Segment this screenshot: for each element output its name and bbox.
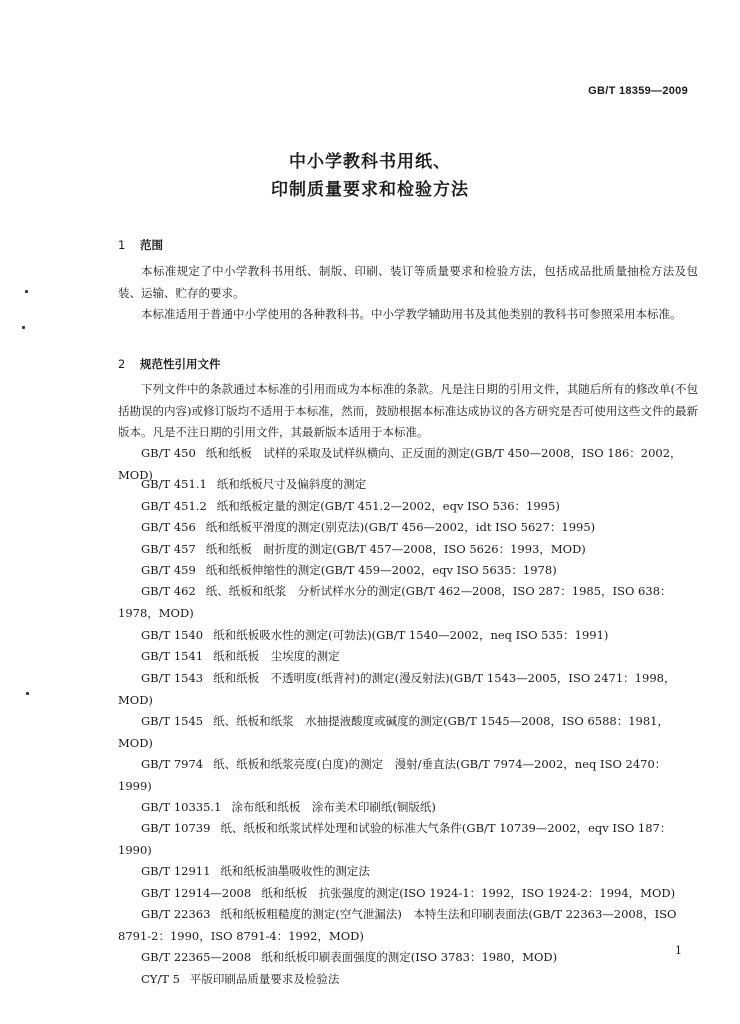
section-title: 范围	[140, 238, 164, 252]
reference-item	[118, 969, 698, 991]
reference-code: GB/T 22365—2008	[141, 950, 252, 964]
reference-item	[118, 947, 698, 969]
reference-code: GB/T 7974	[141, 757, 204, 771]
reference-title: 纸、纸板和纸浆试样处理和试验的标准大气条件(GB/T 10739—2002，eqv ISO 187：1990)	[118, 821, 672, 857]
reference-item	[118, 711, 698, 754]
reference-item	[118, 883, 698, 905]
reference-item	[118, 797, 698, 819]
reference-title: 纸和纸板粗糙度的测定(空气泄漏法) 本特生法和印刷表面法(GB/T 22363—2008，ISO 8791-2：1990，ISO 8791-4：1992，MOD)	[118, 907, 677, 943]
reference-title: 纸和纸板平滑度的测定(别克法)(GB/T 456—2002，idt ISO 5627：1995)	[205, 520, 596, 534]
reference-code: GB/T 451.1	[141, 477, 207, 491]
scope-paragraph: 本标准规定了中小学教科书用纸、制版、印刷、装订等质量要求和检验方法，包括成品批质量抽检方法及包装、运输、贮存的要求。	[118, 264, 698, 300]
reference-item	[118, 560, 698, 582]
section-title: 规范性引用文件	[140, 357, 221, 371]
section-number: 2	[118, 357, 126, 371]
reference-title: 纸和纸板油墨吸收性的测定法	[220, 864, 370, 878]
reference-code: GB/T 457	[141, 542, 196, 556]
reference-code: GB/T 1540	[141, 628, 204, 642]
reference-code: GB/T 1541	[141, 649, 204, 663]
reference-title: 纸和纸板伸缩性的测定(GB/T 459—2002，eqv ISO 5635：1978)	[205, 563, 557, 577]
reference-item	[118, 496, 698, 518]
scan-speck	[26, 692, 29, 695]
reference-code: GB/T 459	[141, 563, 196, 577]
reference-title: 涂布纸和纸板 涂布美术印刷纸(铜版纸)	[231, 800, 436, 814]
section-number: 1	[118, 238, 126, 252]
reference-code: GB/T 462	[141, 584, 196, 598]
scan-speck	[22, 326, 25, 329]
reference-title: 纸和纸板尺寸及偏斜度的测定	[216, 477, 367, 491]
reference-title: 纸和纸板印刷表面强度的测定(ISO 3783：1980，MOD)	[261, 950, 558, 964]
reference-item	[118, 581, 698, 624]
reference-code: GB/T 451.2	[141, 499, 207, 513]
page-number: 1	[675, 944, 682, 957]
document-title-line-2: 印制质量要求和检验方法	[271, 180, 469, 200]
reference-title: 纸和纸板 耐折度的测定(GB/T 457—2008，ISO 5626：1993，MOD)	[205, 542, 586, 556]
reference-code: GB/T 1543	[141, 671, 204, 685]
reference-item	[118, 754, 698, 797]
reference-title: 纸、纸板和纸浆亮度(白度)的测定 漫射/垂直法(GB/T 7974—2002，neq ISO 2470：1999)	[118, 757, 667, 793]
reference-title: 纸和纸板吸水性的测定(可勃法)(GB/T 1540—2002，neq ISO 535：1991)	[213, 628, 609, 642]
scan-speck	[25, 290, 28, 293]
section-heading-normative-references	[118, 356, 221, 372]
reference-item	[118, 625, 698, 647]
reference-code: CY/T 5	[141, 972, 180, 986]
reference-code: GB/T 10739	[141, 821, 211, 835]
reference-title: 纸和纸板定量的测定(GB/T 451.2—2002，eqv ISO 536：1995)	[216, 499, 560, 513]
reference-title: 纸和纸板 不透明度(纸背衬)的测定(漫反射法)(GB/T 1543—2005，ISO 2471：1998，MOD)	[118, 671, 676, 707]
reference-title: 纸和纸板 抗张强度的测定(ISO 1924-1：1992，ISO 1924-2：1994，MOD)	[261, 886, 676, 900]
scope-paragraph: 本标准适用于普通中小学使用的各种教科书。中小学教学辅助用书及其他类别的教科书可参照采用本标准。	[141, 307, 682, 321]
reference-item	[118, 668, 698, 711]
reference-title: 纸、纸板和纸浆 分析试样水分的测定(GB/T 462—2008，ISO 287：1985，ISO 638：1978，MOD)	[118, 584, 672, 620]
reference-title: 纸、纸板和纸浆 水抽提液酸度或碱度的测定(GB/T 1545—2008，ISO 6588：1981，MOD)	[118, 714, 670, 750]
reference-code: GB/T 1545	[141, 714, 204, 728]
reference-title: 纸和纸板 尘埃度的测定	[213, 649, 340, 663]
reference-item	[118, 646, 698, 668]
reference-item	[118, 474, 698, 496]
reference-item	[118, 861, 698, 883]
standard-number: GB/T 18359—2009	[588, 85, 688, 97]
reference-item	[118, 517, 698, 539]
reference-title: 纸和纸板 试样的采取及试样纵横向、正反面的测定(GB/T 450—2008，ISO 186：2002，MOD)	[118, 446, 682, 482]
reference-title: 平版印刷品质量要求及检验法	[189, 972, 340, 986]
reference-item	[118, 539, 698, 561]
reference-item	[118, 904, 698, 947]
reference-code: GB/T 12911	[141, 864, 211, 878]
reference-item	[118, 818, 698, 861]
references-intro-paragraph: 下列文件中的条款通过本标准的引用而成为本标准的条款。凡是注日期的引用文件，其随后所有的修改单(不包括勘误的内容)或修订版均不适用于本标准，然而，鼓励根据本标准达成协议的各方研究是否可使用这些文件的最新版本。凡是不注日期的引用文件，其最新版本适用于本标准。	[118, 382, 698, 439]
reference-code: GB/T 12914—2008	[141, 886, 252, 900]
reference-code: GB/T 22363	[141, 907, 211, 921]
document-title-line-1: 中小学教科书用纸、	[289, 152, 451, 172]
section-heading-scope	[118, 237, 163, 253]
reference-code: GB/T 450	[141, 446, 196, 460]
reference-code: GB/T 456	[141, 520, 196, 534]
reference-code: GB/T 10335.1	[141, 800, 222, 814]
